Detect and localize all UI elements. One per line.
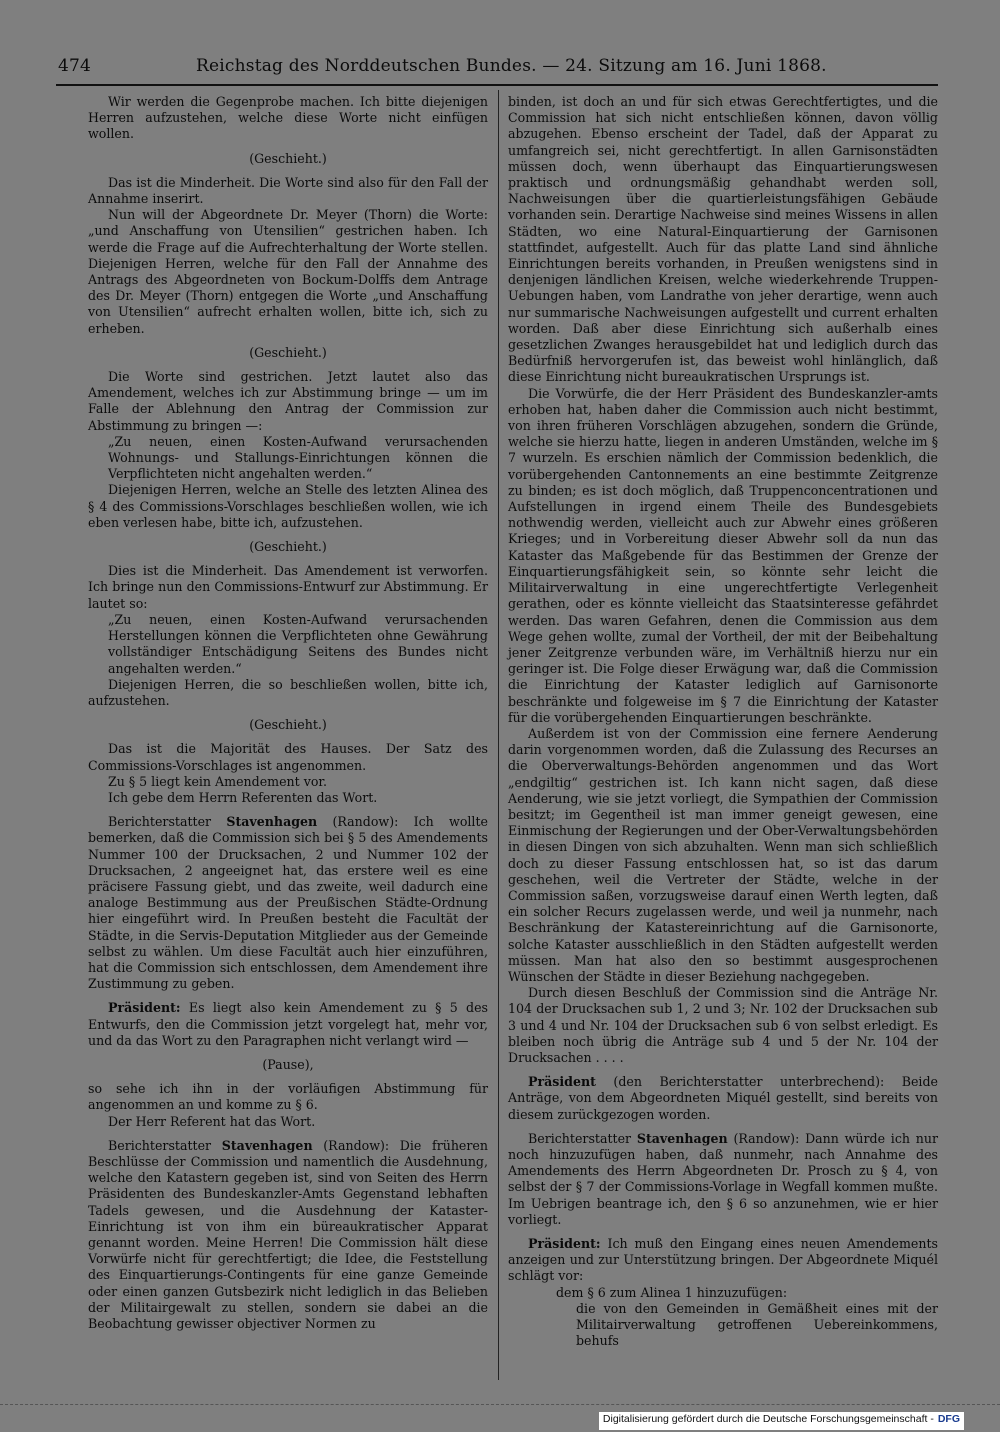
spacer bbox=[508, 1228, 938, 1236]
spacer bbox=[88, 992, 488, 1000]
page-header bbox=[58, 56, 940, 82]
speech-text: Es liegt also kein Amendement zu § 5 des Entwurfs, den die Commission jetzt vorgelegt hat, mehr vor, und da das Wort zu den Paragraphen nicht verlangt wird — bbox=[88, 1000, 488, 1048]
paragraph: binden, ist doch an und für sich etwas Gerechtfertigtes, und die Commission hat sich nicht entschließen können, davon völlig abzugehen. Ebenso erscheint der Tadel, daß der Apparat zu umfangreich sei, nicht gerechtfertigt. In allen Garnisonstädten müssen doch, wenn überhaupt das Einquartierungswesen praktisch und ordnungsmäßig gehandhabt werden soll, Nachweisungen über die quartierleistungsfähigen Gebäude vorhanden sein. Derartige Nachweise sind meines Wissens in allen Städten, wo eine Natural-Einquartierung der Garnisonen stattfindet, aufgestellt. Auch für das platte Land sind ähnliche Einrichtungen bereits vorhanden, in Preußen wenigstens sind in denjenigen ländlichen Kreisen, welche wiederkehrende Truppen-Uebungen haben, vom Landrathe von jeher derartige, wenn auch nur summarische Nachweisungen aufgestellt und current erhalten worden. Daß aber diese Einrichtung sich außerhalb eines gesetzlichen Zwanges herausgebildet hat und lediglich durch das Bedürfniß hervorgerufen ist, das beweist wohl hinlänglich, daß diese Einrichtung nicht bureaukratischen Ursprungs ist. bbox=[508, 94, 938, 385]
speaker-name: Präsident bbox=[528, 1074, 596, 1090]
paragraph: Nun will der Abgeordnete Dr. Meyer (Thorn) die Worte: „und Anschaffung von Utensilien“ gestrichen haben. Ich werde die Frage auf die Aufrechterhaltung der Worte stellen. Diejenigen Herren, welche für den Fall der Annahme des Antrags des Abgeordneten von Bockum-Dolffs dem Antrage des Dr. Meyer (Thorn) entgegen die Worte „und Anschaffung von Utensilien“ aufrecht erhalten wollen, bitte ich, sich zu erheben. bbox=[88, 207, 488, 336]
funding-note: Digitalisierung gefördert durch die Deutsche Forschungsgemeinschaft - bbox=[602, 1413, 934, 1425]
paragraph: Das ist die Minderheit. Die Worte sind also für den Fall der Annahme inserirt. bbox=[88, 174, 488, 207]
paragraph: Ich gebe dem Herrn Referenten das Wort. bbox=[108, 789, 378, 805]
speaker-name: Stavenhagen bbox=[636, 1130, 728, 1146]
column-divider bbox=[498, 90, 499, 1380]
funding-footer bbox=[599, 1412, 964, 1430]
paragraph: Dies ist die Minderheit. Das Amendement ist verworfen. Ich bringe nun den Commissions-Entwurf zur Abstimmung. Er lautet so: bbox=[88, 563, 488, 611]
stage-direction: (Pause), bbox=[262, 1056, 314, 1072]
speaker-name: Präsident: bbox=[108, 1000, 181, 1016]
speaker-role: Berichterstatter bbox=[108, 1137, 212, 1153]
speech-text: (Randow): Ich wollte bemerken, daß die Commission sich bei § 5 des Amendements Nummer 100 der Drucksachen, 2 und Nummer 102 der Drucksachen, 2 angeeignet hat, das erstere weil es eine präcisere Fassung giebt, und das zweite, weil dadurch eine analoge Bestimmung aus der Preußischen Städte-Ordnung hier eingeführt wird. In Preußen besteht die Facultät der Städte, in die Servis-Deputation Mitglieder aus der Gemeinde selbst zu wählen. Um diese Facultät auch hier einzuführen, hat die Commission sich entschlossen, dem Amendement ihre Zustimmung zu geben. bbox=[88, 814, 488, 992]
speaker-name: Stavenhagen bbox=[221, 1137, 313, 1153]
speech-paragraph bbox=[88, 1000, 488, 1049]
paragraph: Wir werden die Gegenprobe machen. Ich bitte diejenigen Herren aufzustehen, welche diese Worte nicht einfügen wollen. bbox=[88, 94, 488, 142]
quoted-motion-text: die von den Gemeinden in Gemäßheit eines mit der Militairverwaltung getroffenen Uebereinkommens, behufs bbox=[576, 1300, 938, 1349]
right-column bbox=[508, 94, 938, 1349]
paragraph: Durch diesen Beschluß der Commission sind die Anträge Nr. 104 der Drucksachen sub 1, 2 und 3; Nr. 102 der Drucksachen sub 3 und 4 und Nr. 104 der Drucksachen sub 6 von selbst erledigt. Es bleiben noch übrig die Anträge sub 4 und 5 der Nr. 104 der Drucksachen . . . . bbox=[508, 985, 938, 1065]
paragraph: Die Vorwürfe, die der Herr Präsident des Bundeskanzler-amts erhoben hat, haben daher die Commission auch nicht bestimmt, von ihren früheren Vorschlägen abzugehen, sondern die Gründe, welche sie hierzu hatte, liegen in anderen Umständen, welche im § 7 wurzeln. Es erschien nämlich der Commission bedenklich, die vorübergehenden Cantonnements an eine bestimmte Zeitgrenze zu binden; es ist doch möglich, daß Truppenconcentrationen und Aufstellungen in irgend einem Theile des Bundesgebiets nothwendig werden, vielleicht auch zur Abwehr eines größeren Krieges; und in Vorbereitung dieser Abwehr soll da nun das Kataster das Maßgebende für das Bestimmen der Grenze der Einquartierungsfähigkeit sein, so könnte sehr leicht die Militairverwaltung in eine ungerechtfertigte Verlegenheit gerathen, oder es könnte vielleicht das Staatsinteresse gefährdet werden. Das waren Gefahren, denen die Commission aus dem Wege gehen wollte, zumal der Vortheil, der mit der Beibehaltung jener Zeitgrenze verbunden wäre, im Verhältniß hierzu nur ein geringer ist. Die Folge dieser Erwägung war, daß die Commission die Einrichtung der Kataster lediglich auf Garnisonorte beschränkte und folgeweise im § 7 die Einrichtung der Kataster für die vorübergehenden Einquartierungen beschränkte. bbox=[508, 385, 938, 725]
quoted-motion: dem § 6 zum Alinea 1 hinzuzufügen: bbox=[556, 1284, 788, 1300]
speech-text: (den Berichterstatter unterbrechend): Beide Anträge, von dem Abgeordneten Miquél gestellt, sind bereits von diesem zurückgezogen worden. bbox=[508, 1074, 938, 1122]
speaker-name: Stavenhagen bbox=[226, 814, 318, 830]
paragraph: Diejenigen Herren, die so beschließen wollen, bitte ich, aufzustehen. bbox=[88, 676, 488, 708]
paragraph: Der Herr Referent hat das Wort. bbox=[108, 1113, 316, 1129]
spacer bbox=[88, 806, 488, 814]
speech-paragraph bbox=[88, 1138, 488, 1332]
paragraph: Außerdem ist von der Commission eine fernere Aenderung darin vorgenommen worden, daß die Zulassung des Recurses an die Oberverwaltungs-Behörden angenommen und das Wort „endgiltig“ gestrichen ist. Ich kann nicht sagen, daß diese Aenderung, wie sie jetzt vorliegt, die Sympathien der Commission besitzt; im Gegentheil ist man immer geneigt gewesen, eine Einmischung der Regierungen und der Ober-Verwaltungsbehörden in diesen Dingen von sich abzuhalten. Wenn man sich schließlich doch zu dieser Fassung entschlossen hat, so ist das darum geschehen, weil die Vertreter der Städte, welche in der Commission saßen, vorzugsweise darauf einen Werth legten, daß ein solcher Recurs zugelassen werde, und weil ja nunmehr, nach Beschränkung der Katastereinrichtung auf die Garnisonorte, solche Kataster ausschließlich in den Städten aufgestellt werden müssen. Man hat also den so bestimmt ausgesprochenen Wünschen der Städte in dieser Beziehung nachgegeben. bbox=[508, 725, 938, 984]
speech-text: (Randow): Dann würde ich nur noch hinzuzufügen haben, daß nunmehr, nach Annahme des Amendements des Herrn Abgeordneten Dr. Prosch zu § 4, von selbst der § 7 der Commissions-Vorlage in Wegfall kommen mußte. Im Uebrigen beantrage ich, den § 6 so anzunehmen, wie er hier vorliegt. bbox=[508, 1130, 938, 1227]
paragraph: Zu § 5 liegt kein Amendement vor. bbox=[108, 773, 328, 789]
spacer bbox=[508, 1066, 938, 1074]
paragraph: Die Worte sind gestrichen. Jetzt lautet also das Amendement, welches ich zur Abstimmung bringe — um im Falle der Ablehnung den Antrag der Commission zur Abstimmung zu bringen —: bbox=[88, 369, 488, 433]
speaker-role: Berichterstatter bbox=[108, 814, 212, 830]
paragraph: Das ist die Majorität des Hauses. Der Satz des Commissions-Vorschlages ist angenommen. bbox=[88, 741, 488, 773]
speech-paragraph bbox=[508, 1074, 938, 1123]
bottom-rule bbox=[0, 1404, 1000, 1405]
header-rule bbox=[56, 84, 938, 86]
quoted-amendment: „Zu neuen, einen Kosten-Aufwand verursachenden Wohnungs- und Stallungs-Einrichtungen können die Verpflichteten nicht angehalten werden.“ bbox=[108, 433, 488, 482]
speaker-name: Präsident: bbox=[528, 1236, 601, 1252]
speech-text: (Randow): Die früheren Beschlüsse der Commission und namentlich die Ausdehnung, welche den Katastern gegeben ist, sind von Seiten des Herrn Präsidenten des Bundeskanzler-Amts Gegenstand lebhaften Tadels gewesen, und die Ausdehnung der Kataster-Einrichtung ist von ihm ein büreaukratischer Apparat genannt worden. Meine Herren! Die Commission hält diese Vorwürfe nicht für gerechtfertigt; die Idee, die Feststellung des Einquartierungs-Contingents für eine ganze Gemeinde oder einen ganzen Gutsbezirk nicht lediglich in das Belieben der Militairgewalt zu stellen, sondern sie dabei an die Beobachtung gewisser objectiver Normen zu bbox=[88, 1137, 488, 1332]
speech-paragraph bbox=[508, 1131, 938, 1228]
stage-direction: (Geschieht.) bbox=[249, 344, 327, 360]
speech-paragraph bbox=[508, 1236, 938, 1285]
dfg-logo: DFG bbox=[937, 1413, 960, 1425]
stage-direction: (Geschieht.) bbox=[249, 717, 327, 733]
stage-direction: (Geschieht.) bbox=[249, 539, 327, 555]
speech-text: Ich muß den Eingang eines neuen Amendements anzeigen und zur Unterstützung bringen. Der Abgeordnete Miquél schlägt vor: bbox=[508, 1236, 938, 1284]
quoted-draft: „Zu neuen, einen Kosten-Aufwand verursachenden Herstellungen können die Verpflichteten ohne Gewährung vollständiger Entschädigung Seitens des Bundes nicht angehalten werden.“ bbox=[108, 611, 488, 676]
speaker-role: Berichterstatter bbox=[528, 1130, 632, 1146]
paragraph: so sehe ich ihn in der vorläufigen Abstimmung für angenommen an und komme zu § 6. bbox=[88, 1081, 488, 1113]
spacer bbox=[508, 1123, 938, 1131]
page-number: 474 bbox=[58, 56, 92, 76]
running-title: Reichstag des Norddeutschen Bundes. — 24. Sitzung am 16. Juni 1868. bbox=[196, 56, 827, 76]
paragraph: Diejenigen Herren, welche an Stelle des letzten Alinea des § 4 des Commissions-Vorschlages beschließen wollen, wie ich eben verlesen habe, bitte ich, aufzustehen. bbox=[88, 482, 488, 530]
spacer bbox=[88, 1130, 488, 1138]
speech-paragraph bbox=[88, 814, 488, 992]
left-column bbox=[88, 94, 488, 1332]
stage-direction: (Geschieht.) bbox=[249, 150, 327, 166]
